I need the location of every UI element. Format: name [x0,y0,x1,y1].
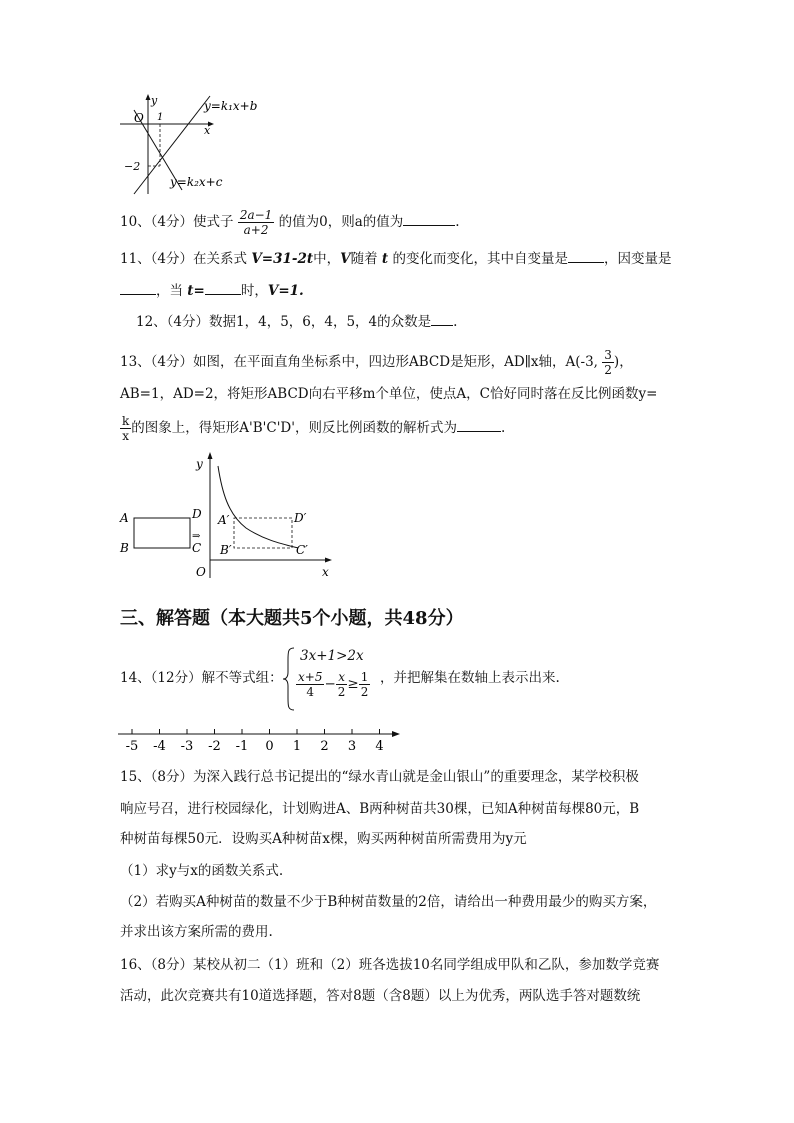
fig2-hyperbola [218,466,298,548]
fig2-label-A-prime: A′ [218,513,230,527]
q11-formula: V=31-2t [251,251,314,267]
fig2-label-C: C [192,541,202,555]
fig2-origin: O [196,565,206,579]
q11-blank-dependent[interactable] [120,280,156,295]
q12-period: . [453,314,458,330]
fig1-x-label: x [204,124,211,137]
q11-t-eq: t= [187,283,205,299]
q16-line1: 16、（8分）某校从初二（1）班和（2）班各选拔10名同学组成甲队和乙队，参加数学竞赛 [120,957,660,973]
q13-k-over-x [120,414,131,443]
q14-f2-num: x [336,670,348,685]
q14-minus: − [324,676,336,692]
q10-suffix: 的值为0，则a的值为 [278,214,404,230]
fig2-label-D-prime: D′ [294,511,307,525]
q13-period: . [500,420,506,436]
q11-v-eq-1: V=1. [267,283,304,299]
q10-prefix: 10、（4分）使式子 [120,214,234,230]
figure-two-lines [120,94,270,196]
q14-frac2 [336,670,348,699]
fig2-label-B-prime: B′ [220,543,232,557]
q11-var-v: V [340,251,351,267]
q10-period: . [455,214,460,230]
question-11-line2 [120,280,304,301]
fig2-label-A: A [120,511,129,525]
q14-frac3 [359,670,371,699]
q13-a-fraction [602,348,614,377]
q14-f1-num: x+5 [298,670,323,684]
q13-x: x [122,429,130,443]
fig2-rect-abcd [134,518,190,548]
question-11-line1 [120,248,671,269]
question-10 [120,208,460,237]
number-line-tick-label: -4 [153,739,166,754]
q10-fraction [238,208,274,237]
q14-f3-num: 1 [360,670,369,684]
fig2-x-arrow [325,558,332,563]
q14-f3-den: 2 [360,685,369,699]
number-line-tick-label: -1 [235,739,249,754]
q14-f1-den: 4 [306,685,315,699]
q14-ineq1: 3x+1>2x [300,648,364,664]
q11-blank-independent[interactable] [568,248,604,263]
q11-blank-t[interactable] [205,280,241,295]
fig2-shift-arrow: ⇒ [192,531,201,542]
q15-line2: 响应号召，进行校园绿化，计划购进A、B两种树苗共30棵，已知A种树苗每棵80元，B [120,801,640,817]
question-13-line1 [120,348,633,377]
number-line-tick-label: 3 [347,739,357,754]
fig1-line1-label: y=k₁x+b [204,99,258,113]
q11-text-e: 随着 [350,251,378,267]
fig2-label-D: D [192,507,202,521]
q12-answer-blank[interactable] [431,311,453,326]
fig2-y-label: y [196,457,203,471]
q13-answer-blank[interactable] [457,417,501,432]
q14-frac1 [296,670,324,699]
q15-line1: 15、（8分）为深入践行总书记提出的“绿水青山就是金山银山”的重要理念，某学校积极 [120,769,639,785]
q13-line1-end: )， [613,354,633,370]
question-13-line2 [120,384,657,404]
number-line-arrow [392,731,400,737]
q11-text-shi: 时， [240,283,268,299]
q13-frac-num: 3 [604,348,612,362]
q15-sub2b: 并求出该方案所需的费用. [120,924,273,940]
q13-frac-den: 2 [604,363,612,377]
q15-sub2a: （2）若购买A种树苗的数量不少于B种树苗数量的2倍，请给出一种费用最少的购买方案， [120,894,657,910]
fig1-tick-1: 1 [157,112,164,123]
fig2-y-arrow [208,452,213,459]
number-line-tick-label: 0 [265,739,274,754]
q12-text: 12、（4分）数据1，4，5，6，4，5，4的众数是 [136,314,432,330]
q16-line2: 活动，此次竞赛共有10道选择题，答对8题（含8题）以上为优秀，两队选手答对题数统 [120,988,641,1004]
fig2-x-label: x [322,565,329,579]
fig2-rect-abcd-prime [234,518,292,548]
q14-ineq2 [296,670,370,699]
q11-text-h: ，因变量是 [603,251,672,267]
fig1-y-label: y [151,94,158,107]
q15-sub1: （1）求y与x的函数关系式. [120,863,284,879]
fig1-y-arrow [146,94,151,100]
q11-var-t: t [381,251,389,267]
number-line-tick-label: 1 [292,739,302,754]
q14-brace [282,646,296,712]
fig1-line2-label: y=k₂x+c [170,175,223,189]
q10-denominator: a+2 [243,223,269,237]
q11-text-g: 的变化而变化，其中自变量是 [392,251,568,267]
question-13-line3 [120,414,505,443]
figure-rectangle-hyperbola [116,452,338,582]
question-12 [136,311,457,332]
number-line-tick-label: 4 [375,739,384,754]
q11-text-when: ，当 [156,283,183,299]
number-line-tick-label: -2 [208,739,221,754]
fig1-origin: O [134,111,144,125]
q11-text-c: 中， [313,251,341,267]
q14-suffix: ，并把解集在数轴上表示出来. [380,670,560,686]
fig2-label-C-prime: C′ [296,543,308,557]
q11-text-a: 11、（4分）在关系式 [120,251,248,267]
fig2-label-B: B [120,541,129,555]
q14-f2-den: 2 [337,685,346,699]
q14-geq: ≥ [347,676,359,692]
number-line-tick-label: 2 [320,739,329,754]
fig1-tick-neg2: −2 [124,160,141,173]
question-14-prefix: 14、（12分）解不等式组： [120,670,283,686]
q13-k: k [122,414,130,428]
number-line-tick-label: -5 [125,739,139,754]
q15-line3: 种树苗每棵50元．设购买A种树苗x棵，购买两种树苗所需费用为y元 [120,831,527,847]
q10-answer-blank[interactable] [403,211,455,226]
q10-numerator: 2a−1 [239,208,273,222]
q13-line3: 的图象上，得矩形A'B'C'D'，则反比例函数的解析式为 [131,420,457,436]
q13-line2: AB=1，AD=2，将矩形ABCD向右平移m个单位，使点A，C恰好同时落在反比例函数y= [120,386,658,402]
q13-line1: 13、（4分）如图，在平面直角坐标系中，四边形ABCD是矩形，AD∥x轴，A(-3, [120,354,598,370]
number-line[interactable] [118,728,404,754]
section-heading: 三、解答题（本大题共5个小题，共48分） [120,608,464,629]
number-line-tick-label: -3 [180,739,194,754]
